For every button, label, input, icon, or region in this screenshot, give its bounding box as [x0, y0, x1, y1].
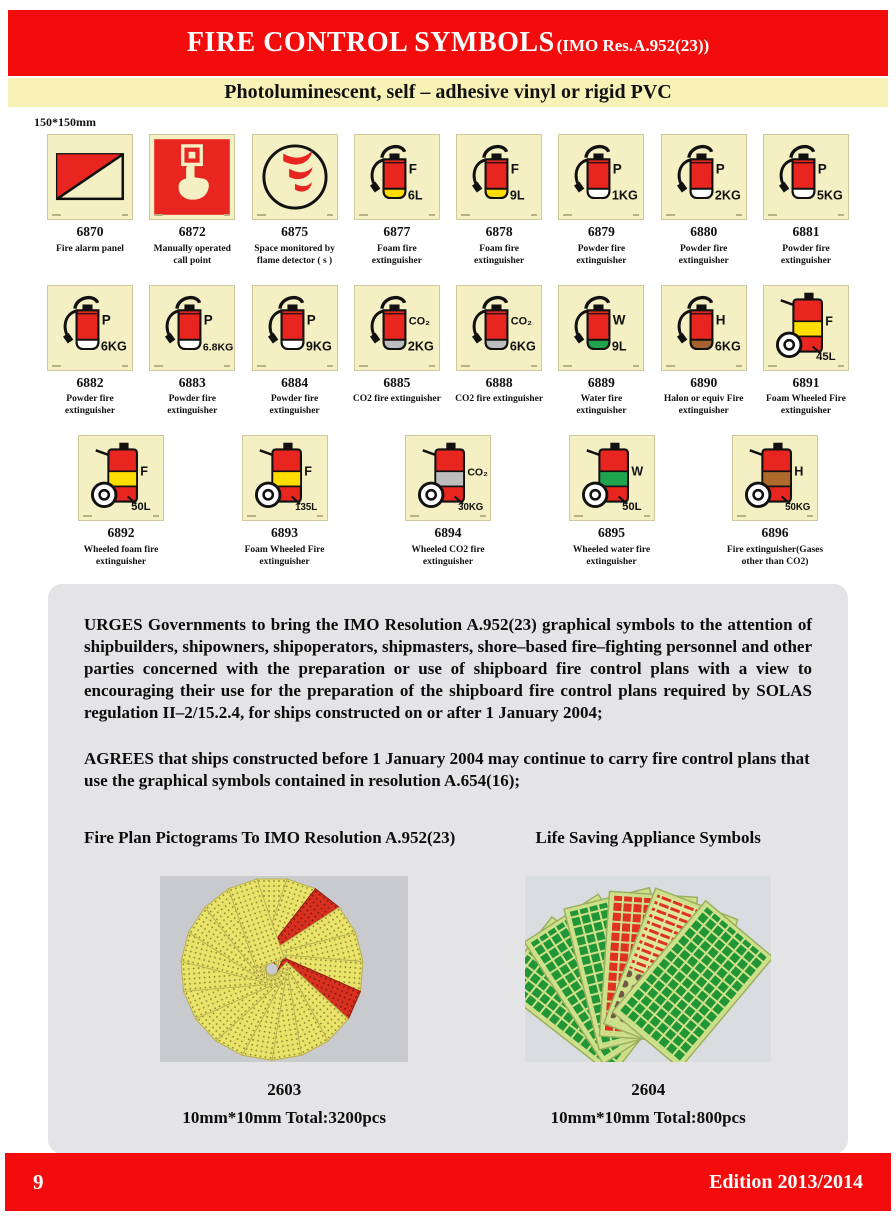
symbol-caption: Foam Wheeled Fire extinguisher: [244, 544, 325, 567]
symbol-cell-6881: [762, 134, 850, 269]
symbol-cell-6895: [537, 435, 687, 570]
wheeled-icon: [569, 435, 655, 521]
page-title-sub: (IMO Res.A.952(23)): [556, 36, 710, 55]
symbol-cell-6883: [148, 285, 236, 420]
product-left-header: Fire Plan Pictograms To IMO Resolution A.952(23): [84, 828, 456, 848]
size-note: 150*150mm: [34, 115, 96, 129]
svg-text:P: P: [715, 161, 725, 177]
svg-text:30KG: 30KG: [458, 501, 484, 513]
svg-text:F: F: [408, 161, 417, 177]
svg-text:6L: 6L: [407, 188, 423, 203]
ext-icon: [47, 285, 133, 371]
symbol-code: 6878: [485, 224, 513, 239]
symbol-row-3: [46, 435, 850, 570]
symbol-caption: Foam Wheeled Fire extinguisher: [766, 394, 846, 417]
symbol-caption: Fire extinguisher(Gases other than CO2): [726, 544, 824, 567]
symbol-cell-6885: [353, 285, 441, 420]
symbol-caption: CO2 fire extinguisher: [455, 394, 544, 404]
wheeled-icon: [732, 435, 818, 521]
callpoint-icon: [149, 134, 235, 220]
ext-icon: [456, 285, 542, 371]
symbol-row-2: [46, 285, 850, 420]
symbol-code: 6889: [587, 374, 615, 390]
symbol-cell-6872: [148, 134, 236, 269]
svg-text:135L: 135L: [294, 501, 317, 513]
symbol-caption: Wheeled water fire extinguisher: [572, 544, 651, 567]
product-right-header: Life Saving Appliance Symbols: [535, 828, 761, 848]
wheeled-icon: [242, 435, 328, 521]
symbol-caption: Powder fire extinguisher: [269, 394, 320, 417]
symbol-cell-6889: [557, 285, 645, 420]
symbol-caption: Powder fire extinguisher: [576, 243, 627, 266]
symbol-row-1: [46, 134, 850, 269]
pictogram-sheets-photo: [160, 876, 408, 1062]
ext-icon: [252, 285, 338, 371]
page-title: FIRE CONTROL SYMBOLS: [186, 27, 555, 58]
symbol-code: 6890: [690, 374, 718, 390]
panel-icon: [47, 134, 133, 220]
symbol-cell-6896: [700, 435, 850, 570]
symbol-caption: Fire alarm panel: [56, 243, 124, 254]
svg-text:CO₂: CO₂: [467, 466, 488, 479]
symbol-caption: CO2 fire extinguisher: [352, 394, 441, 404]
svg-text:6KG: 6KG: [714, 339, 741, 354]
subtitle-band: [8, 78, 888, 107]
product-left-code: 2603: [267, 1080, 302, 1100]
svg-text:F: F: [510, 161, 520, 177]
svg-text:CO₂: CO₂: [510, 315, 533, 328]
svg-text:P: P: [817, 161, 827, 177]
symbol-code: 6896: [761, 525, 789, 540]
svg-text:2KG: 2KG: [407, 339, 434, 354]
symbol-code: 6882: [76, 374, 104, 390]
ext-icon: [661, 285, 747, 371]
ext-icon: [661, 134, 747, 220]
svg-text:P: P: [101, 312, 111, 328]
wheeled-icon: [405, 435, 491, 521]
symbol-code: 6872: [178, 224, 206, 239]
symbol-code: 6885: [383, 374, 411, 390]
symbol-code: 6880: [690, 224, 718, 239]
symbol-code: 6870: [76, 224, 104, 239]
symbol-caption: Wheeled foam fire extinguisher: [83, 544, 159, 567]
symbol-cell-6892: [46, 435, 196, 570]
svg-text:P: P: [306, 312, 316, 328]
svg-text:50L: 50L: [131, 500, 151, 513]
symbol-code: 6893: [271, 525, 298, 540]
symbol-code: 6879: [587, 224, 615, 239]
svg-text:W: W: [630, 464, 643, 479]
symbol-caption: Manually operated call point: [153, 243, 231, 266]
footer-bar: [5, 1153, 891, 1211]
svg-text:50L: 50L: [621, 500, 642, 513]
svg-text:F: F: [140, 464, 149, 479]
product-right: [484, 876, 812, 1062]
svg-text:2KG: 2KG: [714, 188, 741, 203]
symbol-caption: Water fire extinguisher: [576, 394, 627, 417]
ext-icon: [558, 285, 644, 371]
ext-icon: [354, 134, 440, 220]
svg-text:9L: 9L: [612, 339, 628, 354]
wheeled-icon: [78, 435, 164, 521]
ext-icon: [354, 285, 440, 371]
symbol-code: 6895: [598, 525, 625, 540]
symbol-code: 6881: [792, 224, 820, 239]
svg-text:W: W: [613, 312, 626, 328]
svg-text:CO₂: CO₂: [408, 315, 430, 328]
wheeled-icon: [763, 285, 849, 371]
svg-text:6KG: 6KG: [510, 339, 536, 354]
svg-text:6.8KG: 6.8KG: [203, 341, 234, 354]
page-title-banner: [8, 10, 888, 76]
symbol-code: 6892: [107, 525, 135, 540]
symbol-code: 6888: [485, 374, 513, 390]
svg-text:9L: 9L: [510, 188, 525, 203]
product-right-size: 10mm*10mm Total:800pcs: [550, 1108, 746, 1128]
symbol-caption: Halon or equiv Fire extinguisher: [663, 394, 744, 417]
product-right-code: 2604: [631, 1080, 666, 1100]
subtitle-text: Photoluminescent, self – adhesive vinyl or rigid PVC: [224, 81, 672, 103]
symbol-caption: Powder fire extinguisher: [167, 394, 218, 417]
symbol-code: 6883: [178, 374, 206, 390]
ext-icon: [763, 134, 849, 220]
symbol-cell-6894: [373, 435, 523, 570]
ext-icon: [149, 285, 235, 371]
flame-icon: [252, 134, 338, 220]
svg-text:5KG: 5KG: [816, 188, 843, 203]
ext-icon: [456, 134, 542, 220]
symbol-caption: Foam fire extinguisher: [371, 243, 422, 266]
svg-text:45L: 45L: [816, 350, 836, 363]
symbol-cell-6875: [251, 134, 339, 269]
svg-text:P: P: [613, 161, 623, 177]
symbol-cell-6884: [251, 285, 339, 420]
svg-text:9KG: 9KG: [305, 339, 332, 354]
product-left: [84, 876, 484, 1062]
symbol-cell-6890: [660, 285, 748, 420]
symbol-cell-6870: [46, 134, 134, 269]
product-left-size: 10mm*10mm Total:3200pcs: [182, 1108, 386, 1128]
symbol-caption: Space monitored by flame detector ( s ): [254, 243, 335, 266]
symbol-caption: Powder fire extinguisher: [64, 394, 116, 417]
notice-paragraph-urges: URGES Governments to bring the IMO Resolution A.952(23) graphical symbols to the attention of shipbuilders, shipowners, shipoperators, shipmasters, shore–based fire–fighting personnel and other parties concerned with the preparation or use of shipboard fire control plans with a view to encouraging their use for the preparation of the shipboard fire control plans required by SOLAS regulation II–2/15.2.4, for ships constructed on or after 1 January 2004;: [84, 614, 812, 722]
lifesaving-sheets-photo: [525, 876, 771, 1062]
svg-text:F: F: [825, 313, 833, 328]
svg-text:50KG: 50KG: [785, 501, 811, 513]
symbol-cell-6882: [46, 285, 134, 420]
symbol-cell-6888: [455, 285, 543, 420]
symbol-caption: Powder fire extinguisher: [678, 243, 729, 266]
symbol-caption: Powder fire extinguisher: [780, 243, 832, 266]
symbol-code: 6877: [383, 224, 411, 239]
svg-text:1KG: 1KG: [612, 188, 639, 203]
symbol-cell-6877: [353, 134, 441, 269]
symbol-code: 6894: [434, 525, 462, 540]
page-number: 9: [33, 1169, 44, 1194]
symbol-caption: Foam fire extinguisher: [474, 243, 525, 266]
symbol-cell-6880: [660, 134, 748, 269]
svg-text:F: F: [303, 464, 312, 479]
symbol-code: 6875: [281, 224, 309, 239]
symbol-cell-6893: [210, 435, 360, 570]
svg-text:P: P: [204, 312, 214, 328]
symbol-caption: Wheeled CO2 fire extinguisher: [411, 544, 485, 567]
svg-text:H: H: [715, 312, 726, 328]
svg-text:H: H: [794, 464, 804, 479]
symbol-cell-6891: [762, 285, 850, 420]
symbol-code: 6891: [792, 374, 820, 390]
ext-icon: [558, 134, 644, 220]
svg-text:6KG: 6KG: [100, 339, 127, 354]
symbol-cell-6879: [557, 134, 645, 269]
notice-box: [48, 584, 848, 1154]
edition-label: Edition 2013/2014: [709, 1170, 863, 1193]
symbol-code: 6884: [281, 374, 309, 390]
notice-paragraph-agrees: AGREES that ships constructed before 1 January 2004 may continue to carry fire control plans that use the graphical symbols contained in resolution A.654(16);: [84, 748, 810, 791]
symbol-cell-6878: [455, 134, 543, 269]
symbol-grid: [46, 134, 850, 570]
